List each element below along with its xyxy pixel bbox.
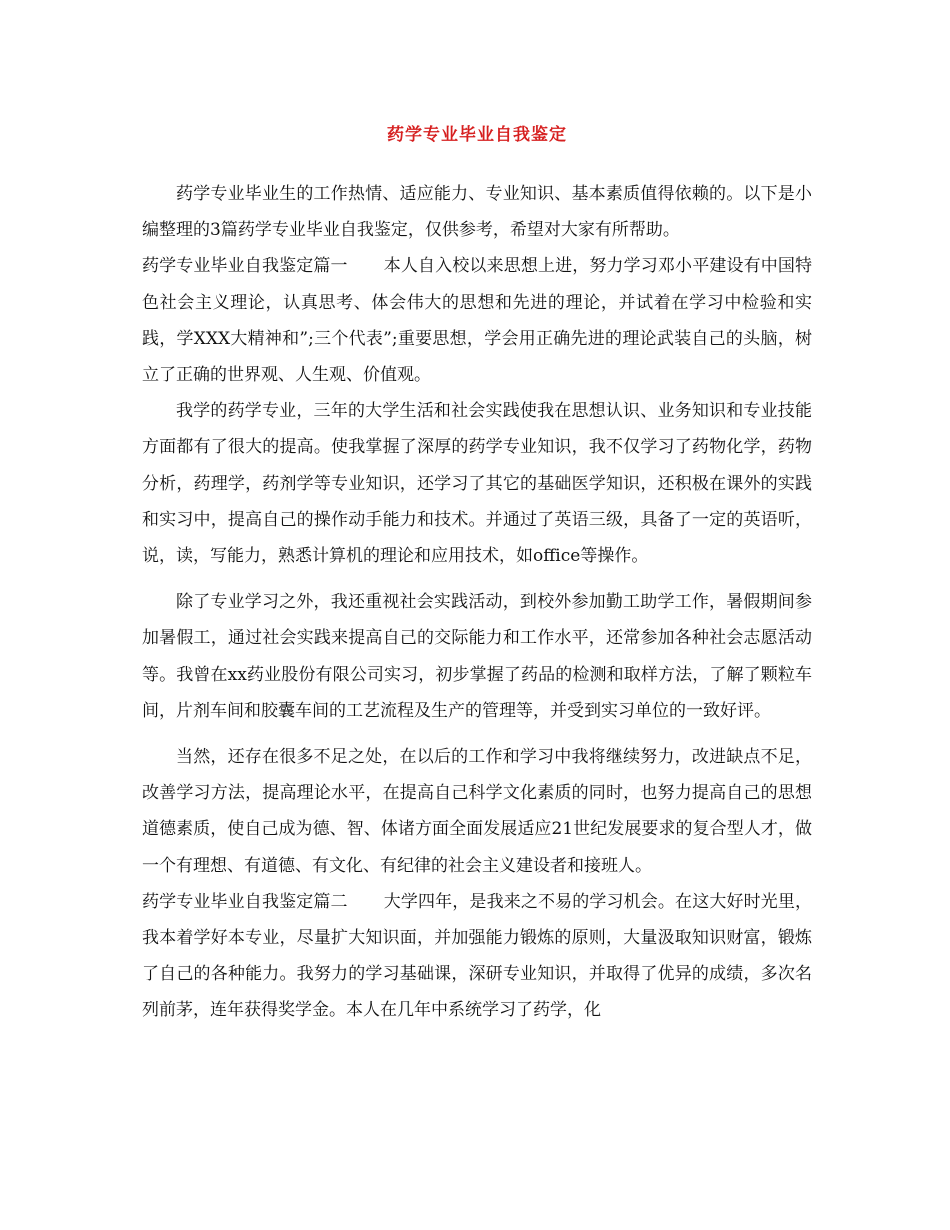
section-two-paragraph: [142, 884, 812, 1029]
major-paragraph: 我学的药学专业，三年的大学生活和社会实践使我在思想认识、业务知识和专业技能方面都有了很大的提高。使我掌握了深厚的药学专业知识，我不仅学习了药物化学，药物分析，药理学，药剂学等专业知识，还学习了其它的基础医学知识，还积极在课外的实践和实习中，提高自己的操作动手能力和技术。并通过了英语三级，具备了一定的英语听，说，读，写能力，熟悉计算机的理论和应用技术，如office等操作。: [142, 401, 812, 567]
document-title: 药学专业毕业自我鉴定: [387, 125, 567, 145]
practice-paragraph: 除了专业学习之外，我还重视社会实践活动，到校外参加勤工助学工作，暑假期间参加暑假工，通过社会实践来提高自己的交际能力和工作水平，还常参加各种社会志愿活动等。我曾在xx药业股份有限公司实习，初步掌握了药品的检测和取样方法，了解了颗粒车间，片剂车间和胶囊车间的工艺流程及生产的管理等，并受到实习单位的一致好评。: [142, 592, 812, 721]
section-two-heading: 药学专业毕业自我鉴定篇二: [142, 891, 348, 912]
intro-paragraph: 药学专业毕业生的工作热情、适应能力、专业知识、基本素质值得依赖的。以下是小编整理的3篇药学专业毕业自我鉴定，仅供参考，希望对大家有所帮助。: [142, 184, 812, 241]
section-one-text: 本人自入校以来思想上进，努力学习邓小平建设有中国特色社会主义理论，认真思考、体会伟大的思想和先进的理论，并试着在学习中检验和实践，学XXX大精神和”;三个代表”;重要思想，学会用正确先进的理论武装自己的头脑，树立了正确的世界观、人生观、价值观。: [142, 256, 813, 386]
section-one-paragraph: [142, 248, 812, 393]
section-one-heading: 药学专业毕业自我鉴定篇一: [142, 256, 348, 277]
section-two-text: 大学四年，是我来之不易的学习机会。在这大好时光里，我本着学好本专业，尽量扩大知识面，并加强能力锻炼的原则，大量汲取知识财富，锻炼了自己的各种能力。我努力的学习基础课，深研专业知识，并取得了优异的成绩，多次名列前茅，连年获得奖学金。本人在几年中系统学习了药学，化: [142, 891, 813, 1021]
document-content: [142, 118, 812, 1029]
improvement-paragraph: 当然，还存在很多不足之处，在以后的工作和学习中我将继续努力，改进缺点不足，改善学习方法，提高理论水平，在提高自己科学文化素质的同时，也努力提高自己的思想道德素质，使自己成为德、智、体诸方面全面发展适应21世纪发展要求的复合型人才，做一个有理想、有道德、有文化、有纪律的社会主义建设者和接班人。: [142, 747, 812, 876]
